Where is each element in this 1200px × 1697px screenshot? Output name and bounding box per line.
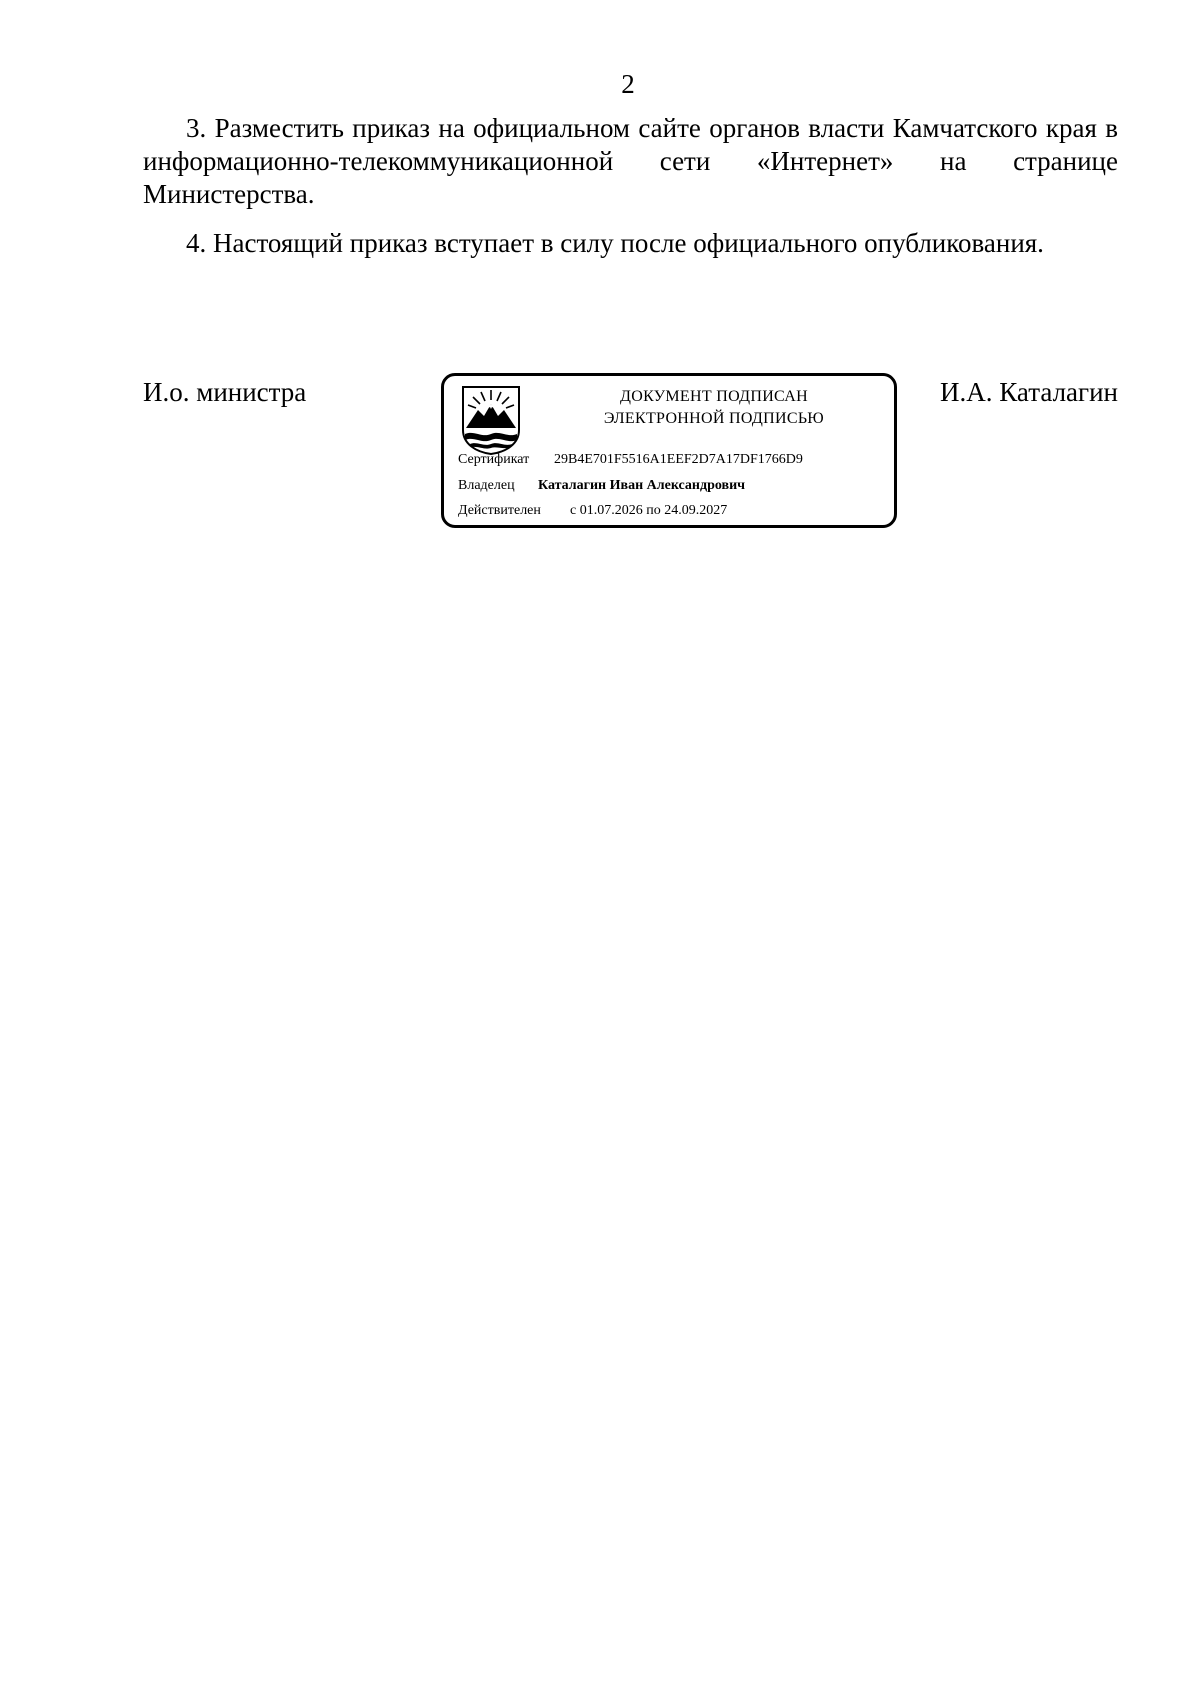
paragraph-4: 4. Настоящий приказ вступает в силу после официального опубликования.: [186, 228, 1044, 258]
signatory-position: И.о. министра: [143, 377, 307, 407]
kamchatka-emblem-icon: [460, 384, 522, 456]
valid-label: Действителен: [458, 503, 541, 518]
stamp-title-line2: ЭЛЕКТРОННОЙ ПОДПИСЬЮ: [603, 410, 825, 427]
owner-label: Владелец: [458, 478, 515, 493]
stamp-title-line1: ДОКУМЕНТ ПОДПИСАН: [620, 388, 808, 405]
owner-value: Каталагин Иван Александрович: [538, 478, 746, 493]
stamp-certificate-row: [458, 451, 803, 469]
certificate-label: Сертификат: [458, 452, 530, 467]
paragraph-3: 3. Разместить приказ на официальном сайте органов власти Камчатского края в информационно-телекоммуникационной сети «Интернет» на странице Министерства.: [143, 113, 1118, 209]
stamp-owner-row: [458, 477, 745, 495]
certificate-value: 29B4E701F5516A1EEF2D7A17DF1766D9: [554, 452, 803, 467]
stamp-validity-row: [458, 502, 727, 520]
valid-value: с 01.07.2026 по 24.09.2027: [570, 503, 728, 518]
page-number: 2: [621, 69, 635, 99]
document-body: [143, 112, 1118, 260]
signatory-name: И.А. Каталагин: [940, 377, 1118, 407]
electronic-signature-stamp: [441, 373, 897, 528]
